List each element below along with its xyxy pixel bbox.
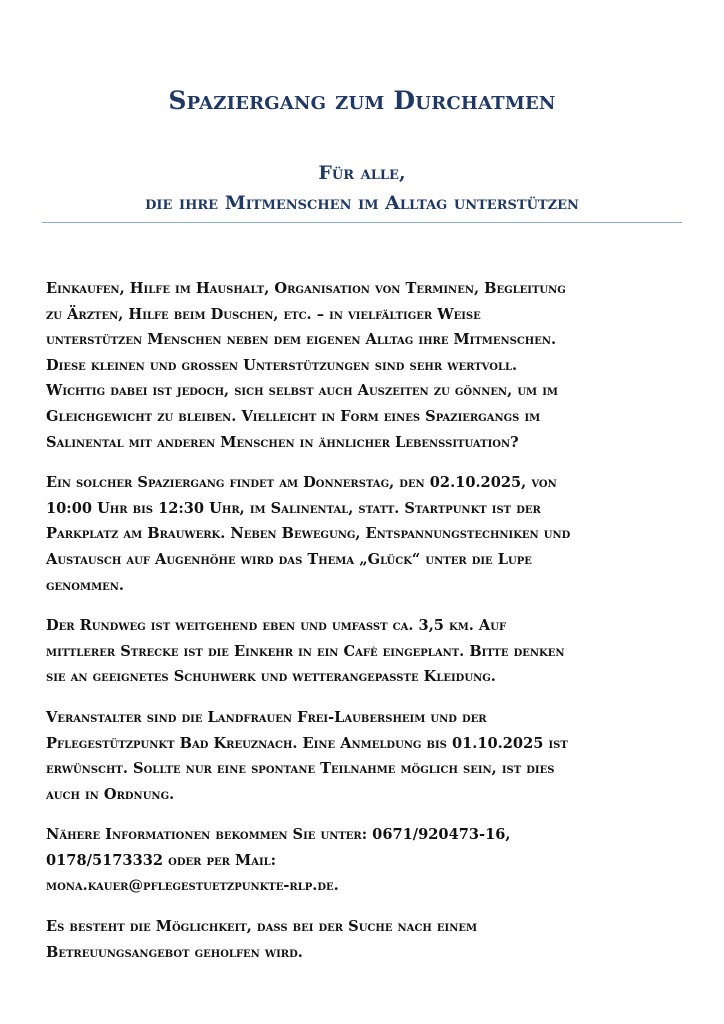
paragraph-line: unterstützen Menschen neben dem eigenen Alltag ihre Mitmenschen. — [46, 331, 557, 349]
paragraph-organizers — [46, 705, 682, 807]
paragraph-line: Pflegestützpunkt Bad Kreuznach. Eine Anmeldung bis 01.10.2025 ist — [46, 734, 568, 752]
paragraph-line: erwünscht. Sollte nur eine spontane Teilnahme möglich sein, ist dies — [46, 760, 555, 778]
paragraph-line: Gleichgewicht zu bleiben. Vielleicht in Form eines Spaziergangs im — [46, 407, 541, 425]
paragraph-line: Austausch auf Augenhöhe wird das Thema „Glück“ unter die Lupe — [46, 550, 532, 568]
paragraph-line: Wichtig dabei ist jedoch, sich selbst auch Auszeiten zu gönnen, um im — [46, 382, 558, 400]
paragraph-line: Diese kleinen und großen Unterstützungen sind sehr wertvoll. — [46, 356, 518, 374]
paragraph-route — [46, 613, 682, 690]
paragraph-line: Parkplatz am Brauwerk. Neben Bewegung, Entspannungstechniken und — [46, 525, 571, 543]
paragraph-line: mittlerer Strecke ist die Einkehr in ein Cafè eingeplant. Bitte denken — [46, 642, 565, 660]
paragraph-intro — [46, 276, 682, 455]
paragraph-line: Salinental mit anderen Menschen in ähnlicher Lebenssituation? — [46, 433, 519, 451]
subtitle-line-2: die ihre Mitmenschen im Alltag unterstützen — [145, 192, 579, 214]
paragraph-closing — [46, 914, 682, 965]
subtitle-line-1: Für alle, — [318, 162, 406, 184]
paragraph-line: 0178/5173332 oder per Mail: — [46, 851, 277, 869]
paragraph-line: zu Ärzten, Hilfe beim Duschen, etc. – in vielfältiger Weise — [46, 305, 481, 323]
paragraph-line: 10:00 Uhr bis 12:30 Uhr, im Salinental, statt. Startpunkt ist der — [46, 499, 541, 517]
paragraph-line: Es besteht die Möglichkeit, dass bei der Suche nach einem — [46, 918, 478, 936]
paragraph-line: Betreuungsangebot geholfen wird. — [46, 943, 303, 961]
paragraph-line: Einkaufen, Hilfe im Haushalt, Organisation von Terminen, Begleitung — [46, 280, 566, 297]
header-divider — [42, 222, 682, 223]
paragraph-line: Veranstalter sind die Landfrauen Frei-Laubersheim und der — [46, 708, 487, 726]
paragraph-line: auch in Ordnung. — [46, 785, 175, 803]
paragraph-event-details — [46, 470, 682, 598]
paragraph-line: Der Rundweg ist weitgehend eben und umfasst ca. 3,5 km. Auf — [46, 617, 507, 635]
page-title: Spaziergang zum Durchatmen — [168, 86, 556, 115]
paragraph-line: genommen. — [46, 576, 124, 594]
paragraph-line: sie an geeignetes Schuhwerk und wetterangepasste Kleidung. — [46, 668, 496, 686]
body-text — [46, 276, 682, 980]
paragraph-line: Nähere Informationen bekommen Sie unter: 0671/920473-16, — [46, 826, 511, 844]
email-address: mona.kauer@pflegestuetzpunkte-rlp.de. — [46, 877, 339, 895]
paragraph-contact — [46, 822, 682, 899]
paragraph-line: Ein solcher Spaziergang findet am Donnerstag, den 02.10.2025, von — [46, 474, 557, 492]
